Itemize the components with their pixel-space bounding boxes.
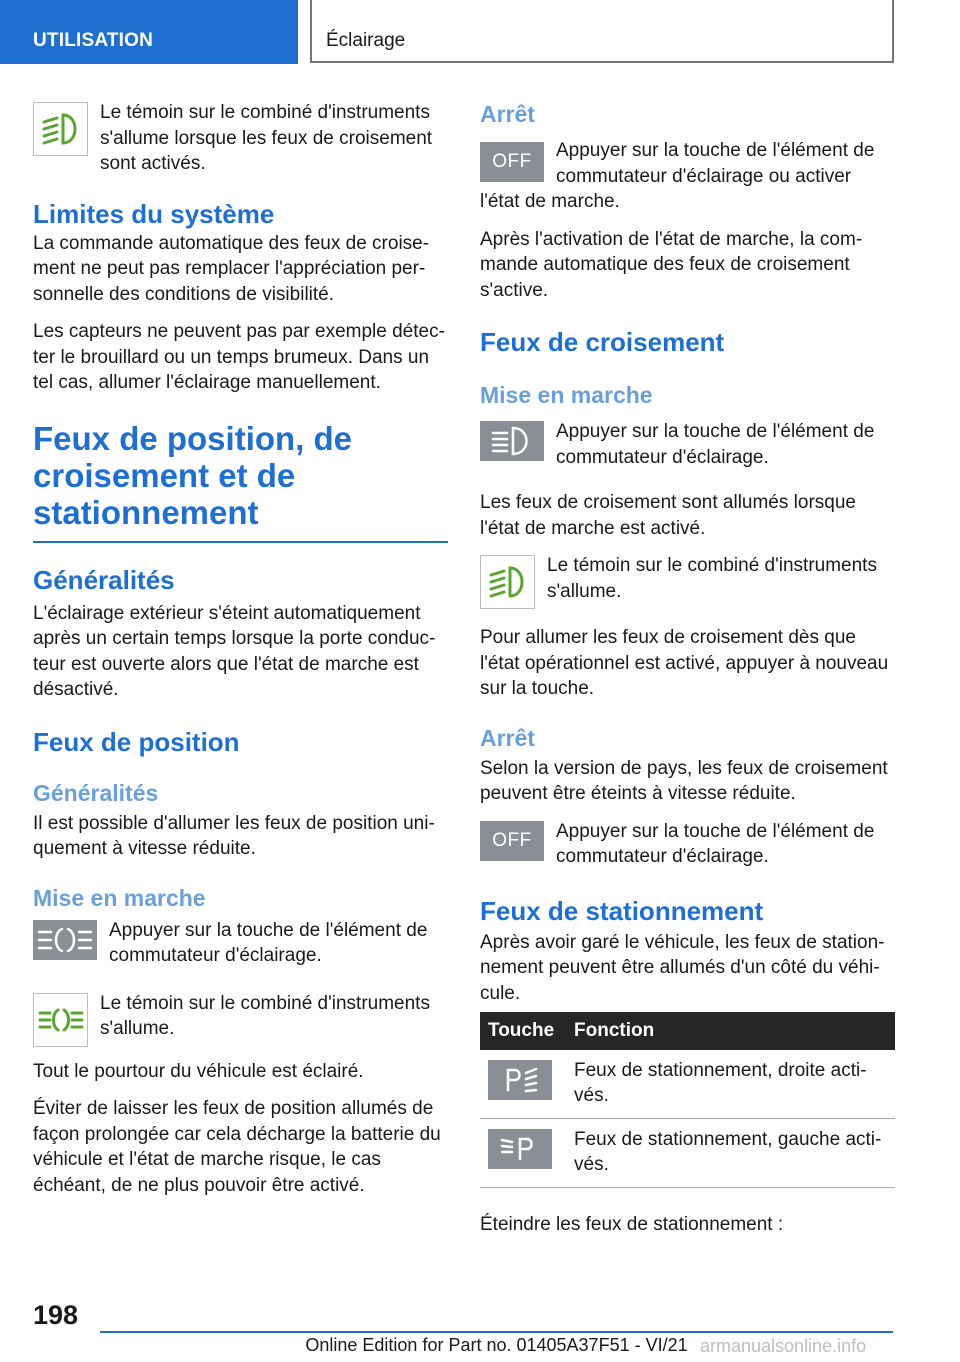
low-beam-off-btn-text: Appuyer sur la touche de l'élément de commutateur d'éclairage. — [556, 820, 875, 867]
low-beam-indicator-text-2: Le témoin sur le combiné d'instruments s'allume. — [547, 555, 877, 602]
parking-table-header — [480, 1012, 895, 1050]
header-chapter-box — [310, 0, 894, 63]
low-beam-state-text: Les feux de croisement sont allumés lorsque l'état de marche est activé. — [480, 492, 856, 539]
footer-rule — [100, 1331, 893, 1333]
header-section-label: UTILISATION — [33, 30, 154, 51]
position-indicator-icon — [33, 993, 88, 1047]
table-cell-key — [480, 1050, 566, 1119]
general-p1: L'éclairage extérieur s'éteint automatiquement après un certain temps lorsque la porte conducteur est ouverte alors que l'état de marche est désactivé. — [33, 602, 436, 700]
table-row — [480, 1050, 895, 1119]
table-cell-function: Feux de stationnement, droite activés. — [566, 1050, 895, 1119]
low-beam-on-subtitle: Mise en marche — [480, 382, 653, 408]
low-beam-on-text: Appuyer sur la touche de l'élément de commutateur d'éclairage. — [556, 421, 875, 468]
col-header-key: Touche — [480, 1012, 566, 1050]
off-button-label: OFF — [492, 151, 532, 172]
page-number: 198 — [33, 1300, 79, 1330]
low-beam-again-text: Pour allumer les feux de croisement dès que l'état opérationnel est activé, appuyer à nouveau sur la touche. — [480, 627, 889, 699]
low-beam-indicator-icon-2 — [480, 555, 535, 609]
limits-p2: Les capteurs ne peuvent pas par exemple détecter le brouillard ou un temps brumeux. Dans un tel cas, allumer l'éclairage manuellement. — [33, 321, 445, 393]
low-beam-off-text: Selon la version de pays, les feux de croisement peuvent être éteints à vitesse réduite. — [480, 757, 888, 804]
position-indicator-row — [33, 991, 448, 1047]
table-row — [480, 1119, 895, 1188]
parking-title: Feux de stationnement — [480, 895, 764, 926]
off1-p2: Après l'activation de l'état de marche, la commande automatique des feux de croisement s'active. — [480, 228, 863, 301]
off1-text: Appuyer sur la touche de l'élément de commutateur d'éclairage ou activer l'état de marche. — [480, 140, 875, 212]
low-beam-indicator-icon — [33, 102, 88, 156]
position-general-text: Il est possible d'allumer les feux de position uniquement à vitesse réduite. — [33, 812, 435, 859]
off-button-icon-2 — [480, 821, 544, 861]
header-chapter-label: Éclairage — [326, 30, 406, 51]
off1-title: Arrêt — [480, 101, 535, 127]
low-beam-indicator-row — [33, 100, 448, 177]
right-column — [480, 100, 895, 1250]
low-beam-off-subtitle: Arrêt — [480, 724, 535, 751]
position-lit-text: Tout le pourtour du véhicule est éclairé. — [33, 1060, 364, 1082]
parking-left-button-icon — [488, 1129, 552, 1169]
parking-table — [480, 1012, 895, 1188]
limits-p1: La commande automatique des feux de croisement ne peut pas remplacer l'appréciation personnelle des conditions de visibilité. — [33, 232, 430, 305]
low-beam-on-row — [480, 419, 895, 470]
limits-title: Limites du système — [33, 198, 275, 229]
position-on-text: Appuyer sur la touche de l'élément de commutateur d'éclairage. — [109, 919, 428, 966]
footer-edition: Online Edition for Part no. 01405A37F51 - VI/21 — [305, 1335, 688, 1355]
low-beam-indicator-row-2 — [480, 553, 895, 609]
off1-block — [480, 138, 895, 215]
off-button-label-2: OFF — [492, 829, 532, 851]
low-beam-indicator-text: Le témoin sur le combiné d'instruments s'allume lorsque les feux de croisement sont activés. — [100, 102, 433, 174]
position-warning-text: Éviter de laisser les feux de position allumés de façon prolongée car cela décharge la batterie du véhicule et l'état de marche risque, le cas échéant, de ne plus pouvoir être activé. — [33, 1098, 441, 1196]
col-header-function: Fonction — [566, 1012, 895, 1050]
low-beam-button-icon — [480, 421, 544, 461]
header-section-tab — [0, 0, 298, 64]
low-beam-title: Feux de croisement — [480, 327, 725, 357]
position-title: Feux de position — [33, 726, 240, 757]
general-title: Généralités — [33, 564, 175, 595]
title-rule — [33, 541, 448, 543]
left-column — [33, 100, 448, 1210]
low-beam-off-row — [480, 819, 895, 870]
position-indicator-text: Le témoin sur le combiné d'instruments s'allume. — [100, 992, 430, 1039]
table-cell-key — [480, 1119, 566, 1188]
position-general-subtitle: Généralités — [33, 779, 159, 806]
parking-p1: Après avoir garé le véhicule, les feux de stationnement peuvent être allumés d'un côté du véhicule. — [480, 931, 885, 1004]
table-cell-function: Feux de stationnement, gauche activés. — [566, 1119, 895, 1188]
parking-off-text: Éteindre les feux de stationnement : — [480, 1214, 784, 1235]
position-on-subtitle: Mise en marche — [33, 884, 206, 911]
off-button-icon — [480, 142, 544, 182]
position-on-row — [33, 918, 448, 969]
main-section-title: Feux de position, de croisement et de stationnement — [33, 419, 353, 531]
position-light-button-icon — [33, 920, 97, 960]
footer-watermark: armanualsonline.info — [700, 1336, 867, 1356]
parking-right-button-icon — [488, 1060, 552, 1100]
